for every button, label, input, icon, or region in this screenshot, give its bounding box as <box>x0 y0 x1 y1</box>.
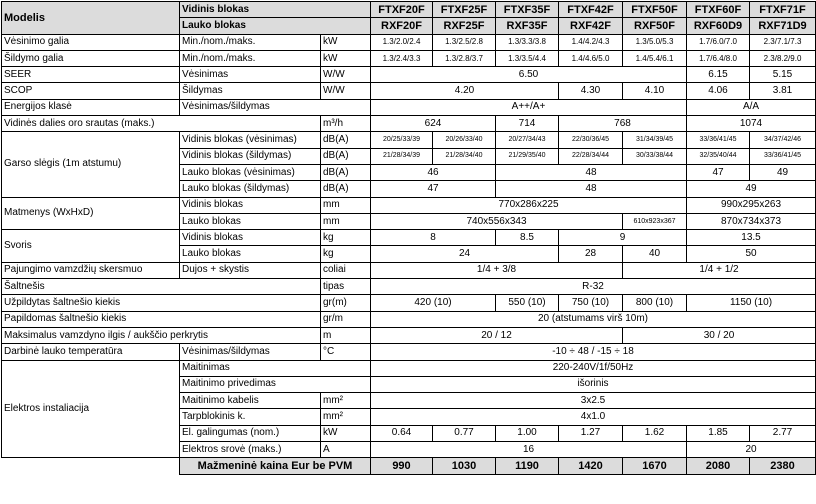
cell-value: A++/A+ <box>371 99 687 115</box>
price-spacer <box>2 458 180 474</box>
cell-value: 1074 <box>687 116 816 132</box>
price-value: 1190 <box>496 458 559 474</box>
row-unit: °C <box>321 344 371 360</box>
cell-value: 46 <box>371 164 496 180</box>
cell-value: 21/28/34/39 <box>371 148 433 164</box>
cell-value: 1.27 <box>559 425 623 441</box>
cell-value: 1.7/6.0/7.0 <box>687 34 750 50</box>
cell-value: 22/28/34/44 <box>559 148 623 164</box>
cell-value: 31/34/39/45 <box>623 132 687 148</box>
row-label: Darbinė lauko temperatūra <box>2 344 180 360</box>
cell-value: 21/29/35/40 <box>496 148 559 164</box>
row-sublabel: Vidinis blokas (vėsinimas) <box>180 132 321 148</box>
cell-value: 34/37/42/46 <box>750 132 816 148</box>
row-sublabel: Šildymas <box>180 83 321 99</box>
row-sublabel: Maitinimo privedimas <box>180 376 371 392</box>
cell-value: 20 <box>687 442 816 458</box>
row-sublabel: Lauko blokas (vėsinimas) <box>180 164 321 180</box>
cell-value: 22/30/36/45 <box>559 132 623 148</box>
price-value: 2380 <box>750 458 816 474</box>
cell-value: 1.4/5.4/6.1 <box>623 50 687 66</box>
row-sublabel: Min./nom./maks. <box>180 50 321 66</box>
row-unit: gr/m <box>321 311 371 327</box>
cell-value: 40 <box>623 246 687 262</box>
cell-value: 1.3/3.3/3.8 <box>496 34 559 50</box>
row-unit: kW <box>321 50 371 66</box>
cell-value: 990x295x263 <box>687 197 816 213</box>
row-refrigerant <box>2 279 816 295</box>
price-value: 990 <box>371 458 433 474</box>
row-unit: m <box>321 327 371 343</box>
cell-value: 20/25/33/39 <box>371 132 433 148</box>
row-sublabel: Tarpblokinis k. <box>180 409 321 425</box>
cell-value: 1/4 + 1/2 <box>623 262 816 278</box>
cell-value: 33/36/41/45 <box>687 132 750 148</box>
row-sublabel: Elektros srovė (maks.) <box>180 442 321 458</box>
outdoor-label: Lauko blokas <box>180 18 371 34</box>
row-unit: kg <box>321 246 371 262</box>
cell-value: 800 (10) <box>623 295 687 311</box>
indoor-model: FTXF50F <box>623 2 687 18</box>
row-sublabel: Min./nom./maks. <box>180 34 321 50</box>
outdoor-model: RXF60D9 <box>687 18 750 34</box>
row-max-pipe <box>2 327 816 343</box>
row-scop <box>2 83 816 99</box>
cell-value: 1/4 + 3/8 <box>371 262 623 278</box>
row-label: Svoris <box>2 230 180 263</box>
cell-value: 1.3/3.5/4.4 <box>496 50 559 66</box>
row-energy-class <box>2 99 816 115</box>
row-sublabel: Lauko blokas <box>180 246 321 262</box>
row-sublabel: Maitinimas <box>180 360 371 376</box>
cell-value: R-32 <box>371 279 816 295</box>
row-unit: kW <box>321 34 371 50</box>
row-unit: mm <box>321 213 371 229</box>
row-unit: A <box>321 442 371 458</box>
cell-value: 3x2.5 <box>371 393 816 409</box>
row-pipe <box>2 262 816 278</box>
spec-table <box>1 1 816 475</box>
cell-value: A/A <box>687 99 816 115</box>
outdoor-model: RXF35F <box>496 18 559 34</box>
row-seer <box>2 67 816 83</box>
price-label: Mažmeninė kaina Eur be PVM <box>180 458 371 474</box>
row-unit: dB(A) <box>321 181 371 197</box>
cell-value: 32/35/40/44 <box>687 148 750 164</box>
cell-value: 21/28/34/40 <box>433 148 496 164</box>
cell-value: 20/27/34/43 <box>496 132 559 148</box>
row-label: Šildymo galia <box>2 50 180 66</box>
cell-value: 3.81 <box>750 83 816 99</box>
row-charge <box>2 295 816 311</box>
row-label: Šaltnešis <box>2 279 321 295</box>
row-price <box>2 458 816 474</box>
row-sublabel: Vidinis blokas (šildymas) <box>180 148 321 164</box>
cell-value: išorinis <box>371 376 816 392</box>
cell-value: 2.77 <box>750 425 816 441</box>
row-unit: kg <box>321 230 371 246</box>
cell-value: 1150 (10) <box>687 295 816 311</box>
cell-value: 1.00 <box>496 425 559 441</box>
outdoor-model: RXF42F <box>559 18 623 34</box>
row-weight-indoor <box>2 230 816 246</box>
cell-value: 49 <box>750 164 816 180</box>
cell-value: 49 <box>687 181 816 197</box>
row-extra-refrigerant <box>2 311 816 327</box>
row-sublabel: Vėsinimas/šildymas <box>180 344 321 360</box>
row-unit: W/W <box>321 67 371 83</box>
cell-value: 1.3/5.0/5.3 <box>623 34 687 50</box>
row-label: Pajungimo vamzdžių skersmuo <box>2 262 180 278</box>
cell-value: 30 / 20 <box>623 327 816 343</box>
row-sublabel: Vidinis blokas <box>180 230 321 246</box>
cell-value: 4.10 <box>623 83 687 99</box>
cell-value: 420 (10) <box>371 295 496 311</box>
cell-value: 47 <box>687 164 750 180</box>
row-sublabel: El. galingumas (nom.) <box>180 425 321 441</box>
row-dims-indoor <box>2 197 816 213</box>
row-sublabel: Vidinis blokas <box>180 197 321 213</box>
cell-value: 2.3/7.1/7.3 <box>750 34 816 50</box>
indoor-model: FTXF20F <box>371 2 433 18</box>
cell-value: 6.50 <box>371 67 687 83</box>
cell-value: 47 <box>371 181 496 197</box>
header-row-indoor <box>2 2 816 18</box>
row-sublabel: Lauko blokas (šildymas) <box>180 181 321 197</box>
cell-value: 16 <box>371 442 687 458</box>
indoor-model: FTXF60F <box>687 2 750 18</box>
cell-value: 4.30 <box>559 83 623 99</box>
row-label: SCOP <box>2 83 180 99</box>
cell-value: 0.64 <box>371 425 433 441</box>
cell-value: 4x1.0 <box>371 409 816 425</box>
row-sublabel: Vėsinimas/šildymas <box>180 99 371 115</box>
cell-value: 1.7/6.4/8.0 <box>687 50 750 66</box>
cell-value: 48 <box>496 181 687 197</box>
price-value: 2080 <box>687 458 750 474</box>
row-label: Elektros instaliacija <box>2 360 180 458</box>
price-value: 1030 <box>433 458 496 474</box>
row-label: Vidinės dalies oro srautas (maks.) <box>2 116 321 132</box>
cell-value: -10 ÷ 48 / -15 ÷ 18 <box>371 344 816 360</box>
cell-value: 9 <box>559 230 687 246</box>
cell-value: 1.62 <box>623 425 687 441</box>
row-unit: kW <box>321 425 371 441</box>
price-value: 1420 <box>559 458 623 474</box>
cell-value: 610x923x367 <box>623 213 687 229</box>
cell-value: 1.3/2.4/3.3 <box>371 50 433 66</box>
cell-value: 1.3/2.8/3.7 <box>433 50 496 66</box>
row-label: Energijos klasė <box>2 99 180 115</box>
cell-value: 1.3/2.5/2.8 <box>433 34 496 50</box>
cell-value: 8.5 <box>496 230 559 246</box>
cell-value: 6.15 <box>687 67 750 83</box>
row-unit: dB(A) <box>321 132 371 148</box>
cell-value: 4.20 <box>371 83 559 99</box>
cell-value: 4.06 <box>687 83 750 99</box>
row-label: Vėsinimo galia <box>2 34 180 50</box>
row-heating-capacity <box>2 50 816 66</box>
row-sublabel: Vėsinimas <box>180 67 321 83</box>
row-noise-indoor-cooling <box>2 132 816 148</box>
cell-value: 1.85 <box>687 425 750 441</box>
cell-value: 20 (atstumams virš 10m) <box>371 311 816 327</box>
row-unit: mm <box>321 197 371 213</box>
row-sublabel: Maitinimo kabelis <box>180 393 321 409</box>
row-operating-temp <box>2 344 816 360</box>
cell-value: 750 (10) <box>559 295 623 311</box>
cell-value: 24 <box>371 246 559 262</box>
cell-value: 8 <box>371 230 496 246</box>
outdoor-model: RXF20F <box>371 18 433 34</box>
cell-value: 30/33/38/44 <box>623 148 687 164</box>
indoor-label: Vidinis blokas <box>180 2 371 18</box>
row-elec-power-supply <box>2 360 816 376</box>
cell-value: 740x556x343 <box>371 213 623 229</box>
cell-value: 770x286x225 <box>371 197 687 213</box>
row-unit: mm² <box>321 409 371 425</box>
row-label: Matmenys (WxHxD) <box>2 197 180 230</box>
cell-value: 2.3/8.2/9.0 <box>750 50 816 66</box>
cell-value: 48 <box>496 164 687 180</box>
cell-value: 768 <box>559 116 687 132</box>
cell-value: 624 <box>371 116 496 132</box>
row-label: Užpildytas šaltnešio kiekis <box>2 295 321 311</box>
price-value: 1670 <box>623 458 687 474</box>
row-unit: coliai <box>321 262 371 278</box>
outdoor-model: RXF25F <box>433 18 496 34</box>
cell-value: 550 (10) <box>496 295 559 311</box>
row-sublabel: Dujos + skystis <box>180 262 321 278</box>
row-unit: mm² <box>321 393 371 409</box>
row-sublabel: Lauko blokas <box>180 213 321 229</box>
model-header: Modelis <box>2 2 180 35</box>
cell-value: 870x734x373 <box>687 213 816 229</box>
cell-value: 1.4/4.2/4.3 <box>559 34 623 50</box>
row-cooling-capacity <box>2 34 816 50</box>
cell-value: 28 <box>559 246 623 262</box>
indoor-model: FTXF35F <box>496 2 559 18</box>
row-airflow <box>2 116 816 132</box>
row-unit: dB(A) <box>321 164 371 180</box>
cell-value: 1.3/2.0/2.4 <box>371 34 433 50</box>
row-unit: tipas <box>321 279 371 295</box>
row-unit: gr(m) <box>321 295 371 311</box>
row-label: Garso slėgis (1m atstumu) <box>2 132 180 197</box>
cell-value: 20/26/33/40 <box>433 132 496 148</box>
cell-value: 33/36/41/45 <box>750 148 816 164</box>
cell-value: 0.77 <box>433 425 496 441</box>
row-label: Papildomas šaltnešio kiekis <box>2 311 321 327</box>
row-label: Maksimalus vamzdyno ilgis / aukščio perkrytis <box>2 327 321 343</box>
cell-value: 1.4/4.6/5.0 <box>559 50 623 66</box>
indoor-model: FTXF42F <box>559 2 623 18</box>
outdoor-model: RXF50F <box>623 18 687 34</box>
row-unit: dB(A) <box>321 148 371 164</box>
cell-value: 714 <box>496 116 559 132</box>
indoor-model: FTXF25F <box>433 2 496 18</box>
cell-value: 20 / 12 <box>371 327 623 343</box>
cell-value: 13.5 <box>687 230 816 246</box>
outdoor-model: RXF71D9 <box>750 18 816 34</box>
row-unit: W/W <box>321 83 371 99</box>
cell-value: 5.15 <box>750 67 816 83</box>
row-label: SEER <box>2 67 180 83</box>
cell-value: 50 <box>687 246 816 262</box>
indoor-model: FTXF71F <box>750 2 816 18</box>
row-unit: m³/h <box>321 116 371 132</box>
cell-value: 220-240V/1f/50Hz <box>371 360 816 376</box>
